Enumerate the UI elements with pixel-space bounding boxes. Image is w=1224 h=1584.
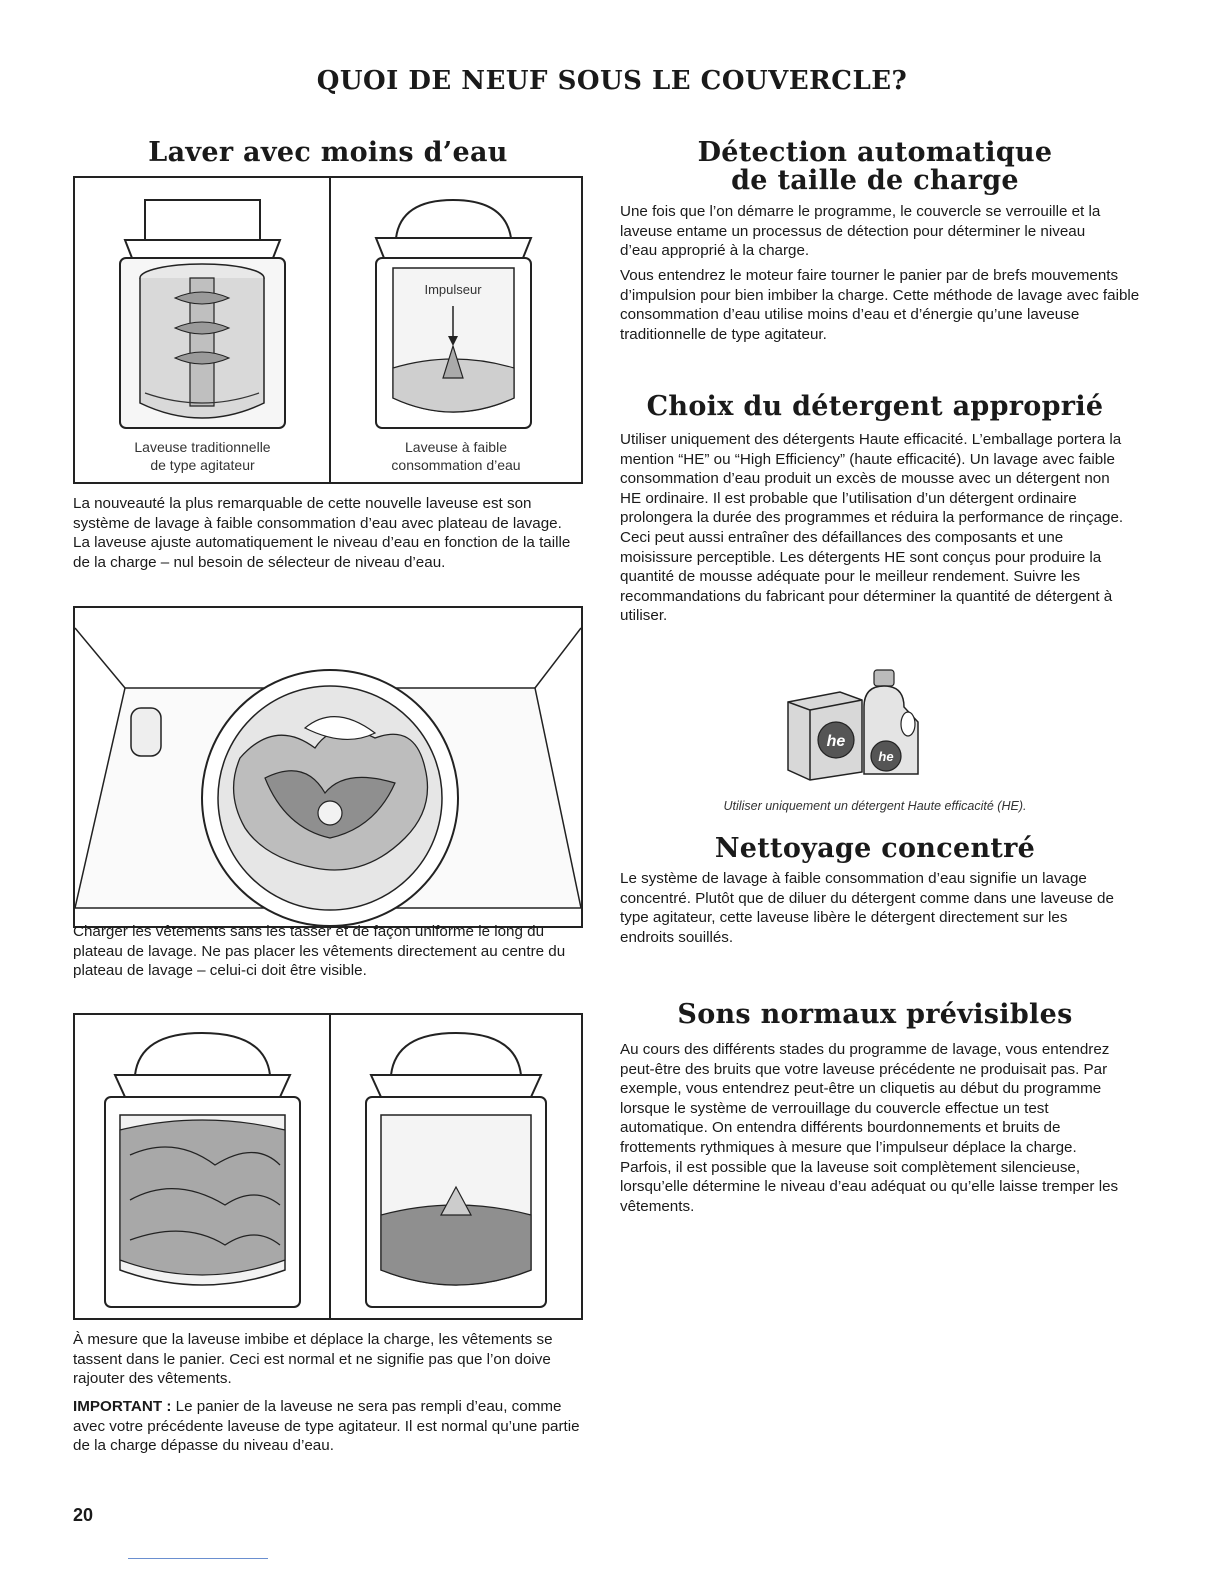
paragraph-detection-1: Une fois que l’on démarre le programme, le couvercle se verrouille et la laveuse entame un processus de détection pour déterminer le niveau d’eau approprié à la charge. [620,203,1101,260]
heading-sons: Sons normaux prévisibles [677,999,1073,1030]
load-after-panel [331,1015,581,1318]
load-after-illustration [331,1015,581,1318]
figure-load-settling [73,1013,583,1320]
figure-loading-clothes [73,606,583,928]
paragraph-nettoyage: Le système de lavage à faible consommation d’eau signifie un lavage concentré. Plutôt que de diluer du détergent comme dans une laveuse de type agitateur, cette laveuse libère le détergent directement sur les endroits souillés. [620,870,1114,946]
he-logo-bottle-text: he [878,749,894,764]
he-caption: Utiliser uniquement un détergent Haute efficacité (HE). [723,799,1027,813]
heading-detection-line2: de taille de charge [731,165,1019,196]
paragraph-detection-2: Vous entendrez le moteur faire tourner le panier par de brefs mouvements d’impulsion pour bien imbiber la charge. Cette méthode de lavage avec faible consommation d’eau utilise moins d’eau et d’énergie qu’une laveuse traditionnelle de type agitateur. [620,267,1140,343]
paragraph-detergent: Utiliser uniquement des détergents Haute efficacité. L’emballage portera la mention “HE” ou “High Efficiency” (haute efficacité). Un lavage avec faible consommation d’eau produit un excès de mousse avec un détergent non HE ordinaire. Il est probable que l’utilisation d’un détergent ordinaire prolongera la durée des programmes et réduira la performance de rinçage. Ceci peut aussi entraîner des défaillances des composants et une moisissure perceptible. Les détergents HE sont conçus pour produire la quantité de mousse adéquate pour le meilleur rendement. Suivre les recommandations du fabricant pour déterminer la quantité de détergent à utiliser. [620,431,1124,625]
caption-traditional-line2: de type agitateur [150,457,255,473]
heading-detergent: Choix du détergent approprié [646,391,1104,422]
important-label: IMPORTANT : [73,1398,172,1415]
heading-laver-moins-eau: Laver avec moins d’eau [148,137,508,168]
important-text: Le panier de la laveuse ne sera pas rempli d’eau, comme avec votre précédente laveuse de type agitateur. Il est normal qu’une partie de la charge dépasse du niveau d’eau. [73,1398,580,1455]
load-before-panel [75,1015,330,1318]
agitator-washer-illustration [75,178,330,438]
figure-washer-comparison [73,176,583,484]
load-before-illustration [75,1015,330,1318]
he-washer-panel [331,178,581,482]
paragraph-sons: Au cours des différents stades du programme de lavage, vous entendrez peut-être des bruits que votre laveuse précédente ne produisait pas. Par exemple, vous entendrez peut-être un cliquetis au début du programme lorsque le système de verrouillage du couvercle effectue un test automatique. On entendra différents bourdonnements et bruits de frottements rythmiques à mesure que l’impulseur déplace la charge. Parfois, il est possible que la laveuse soit complètement silencieuse, lorsqu’elle détermine le niveau d’eau adéquat ou qu’elle laisse tremper les vêtements. [620,1041,1119,1215]
washer-top-view-illustration [75,608,581,926]
impeller-washer-illustration [331,178,581,438]
heading-detection-line1: Détection automatique [697,137,1053,168]
caption-traditional-line1: Laveuse traditionnelle [134,439,271,455]
he-detergent-illustration [780,662,930,782]
paragraph-nouveaute: La nouveauté la plus remarquable de cette nouvelle laveuse est son système de lavage à faible consommation d’eau avec plateau de lavage. La laveuse ajuste automatiquement le niveau d’eau en fonction de la taille de la charge – nul besoin de sélecteur de niveau d’eau. [73,495,571,571]
paragraph-important [73,1397,583,1456]
paragraph-mesure: À mesure que la laveuse imbibe et déplace la charge, les vêtements se tassent dans le panier. Ceci est normal et ne signifie pas que l’on doive rajouter des vêtements. [73,1331,553,1388]
heading-nettoyage: Nettoyage concentré [714,833,1036,864]
caption-he-line1: Laveuse à faible [405,439,507,455]
footer-rule [128,1558,268,1559]
he-logo-box-text: he [826,733,846,750]
paragraph-charger: Charger les vêtements sans les tasser et de façon uniforme le long du plateau de lavage. Ne pas placer les vêtements directement au centre du plateau de lavage – celui-ci doit être visible. [73,923,566,980]
page-number: 20 [73,1505,94,1525]
traditional-washer-panel [75,178,330,482]
page-title: QUOI DE NEUF SOUS LE COUVERCLE? [316,66,908,96]
caption-he-line2: consommation d’eau [391,457,521,473]
impulseur-label: Impulseur [424,282,482,297]
